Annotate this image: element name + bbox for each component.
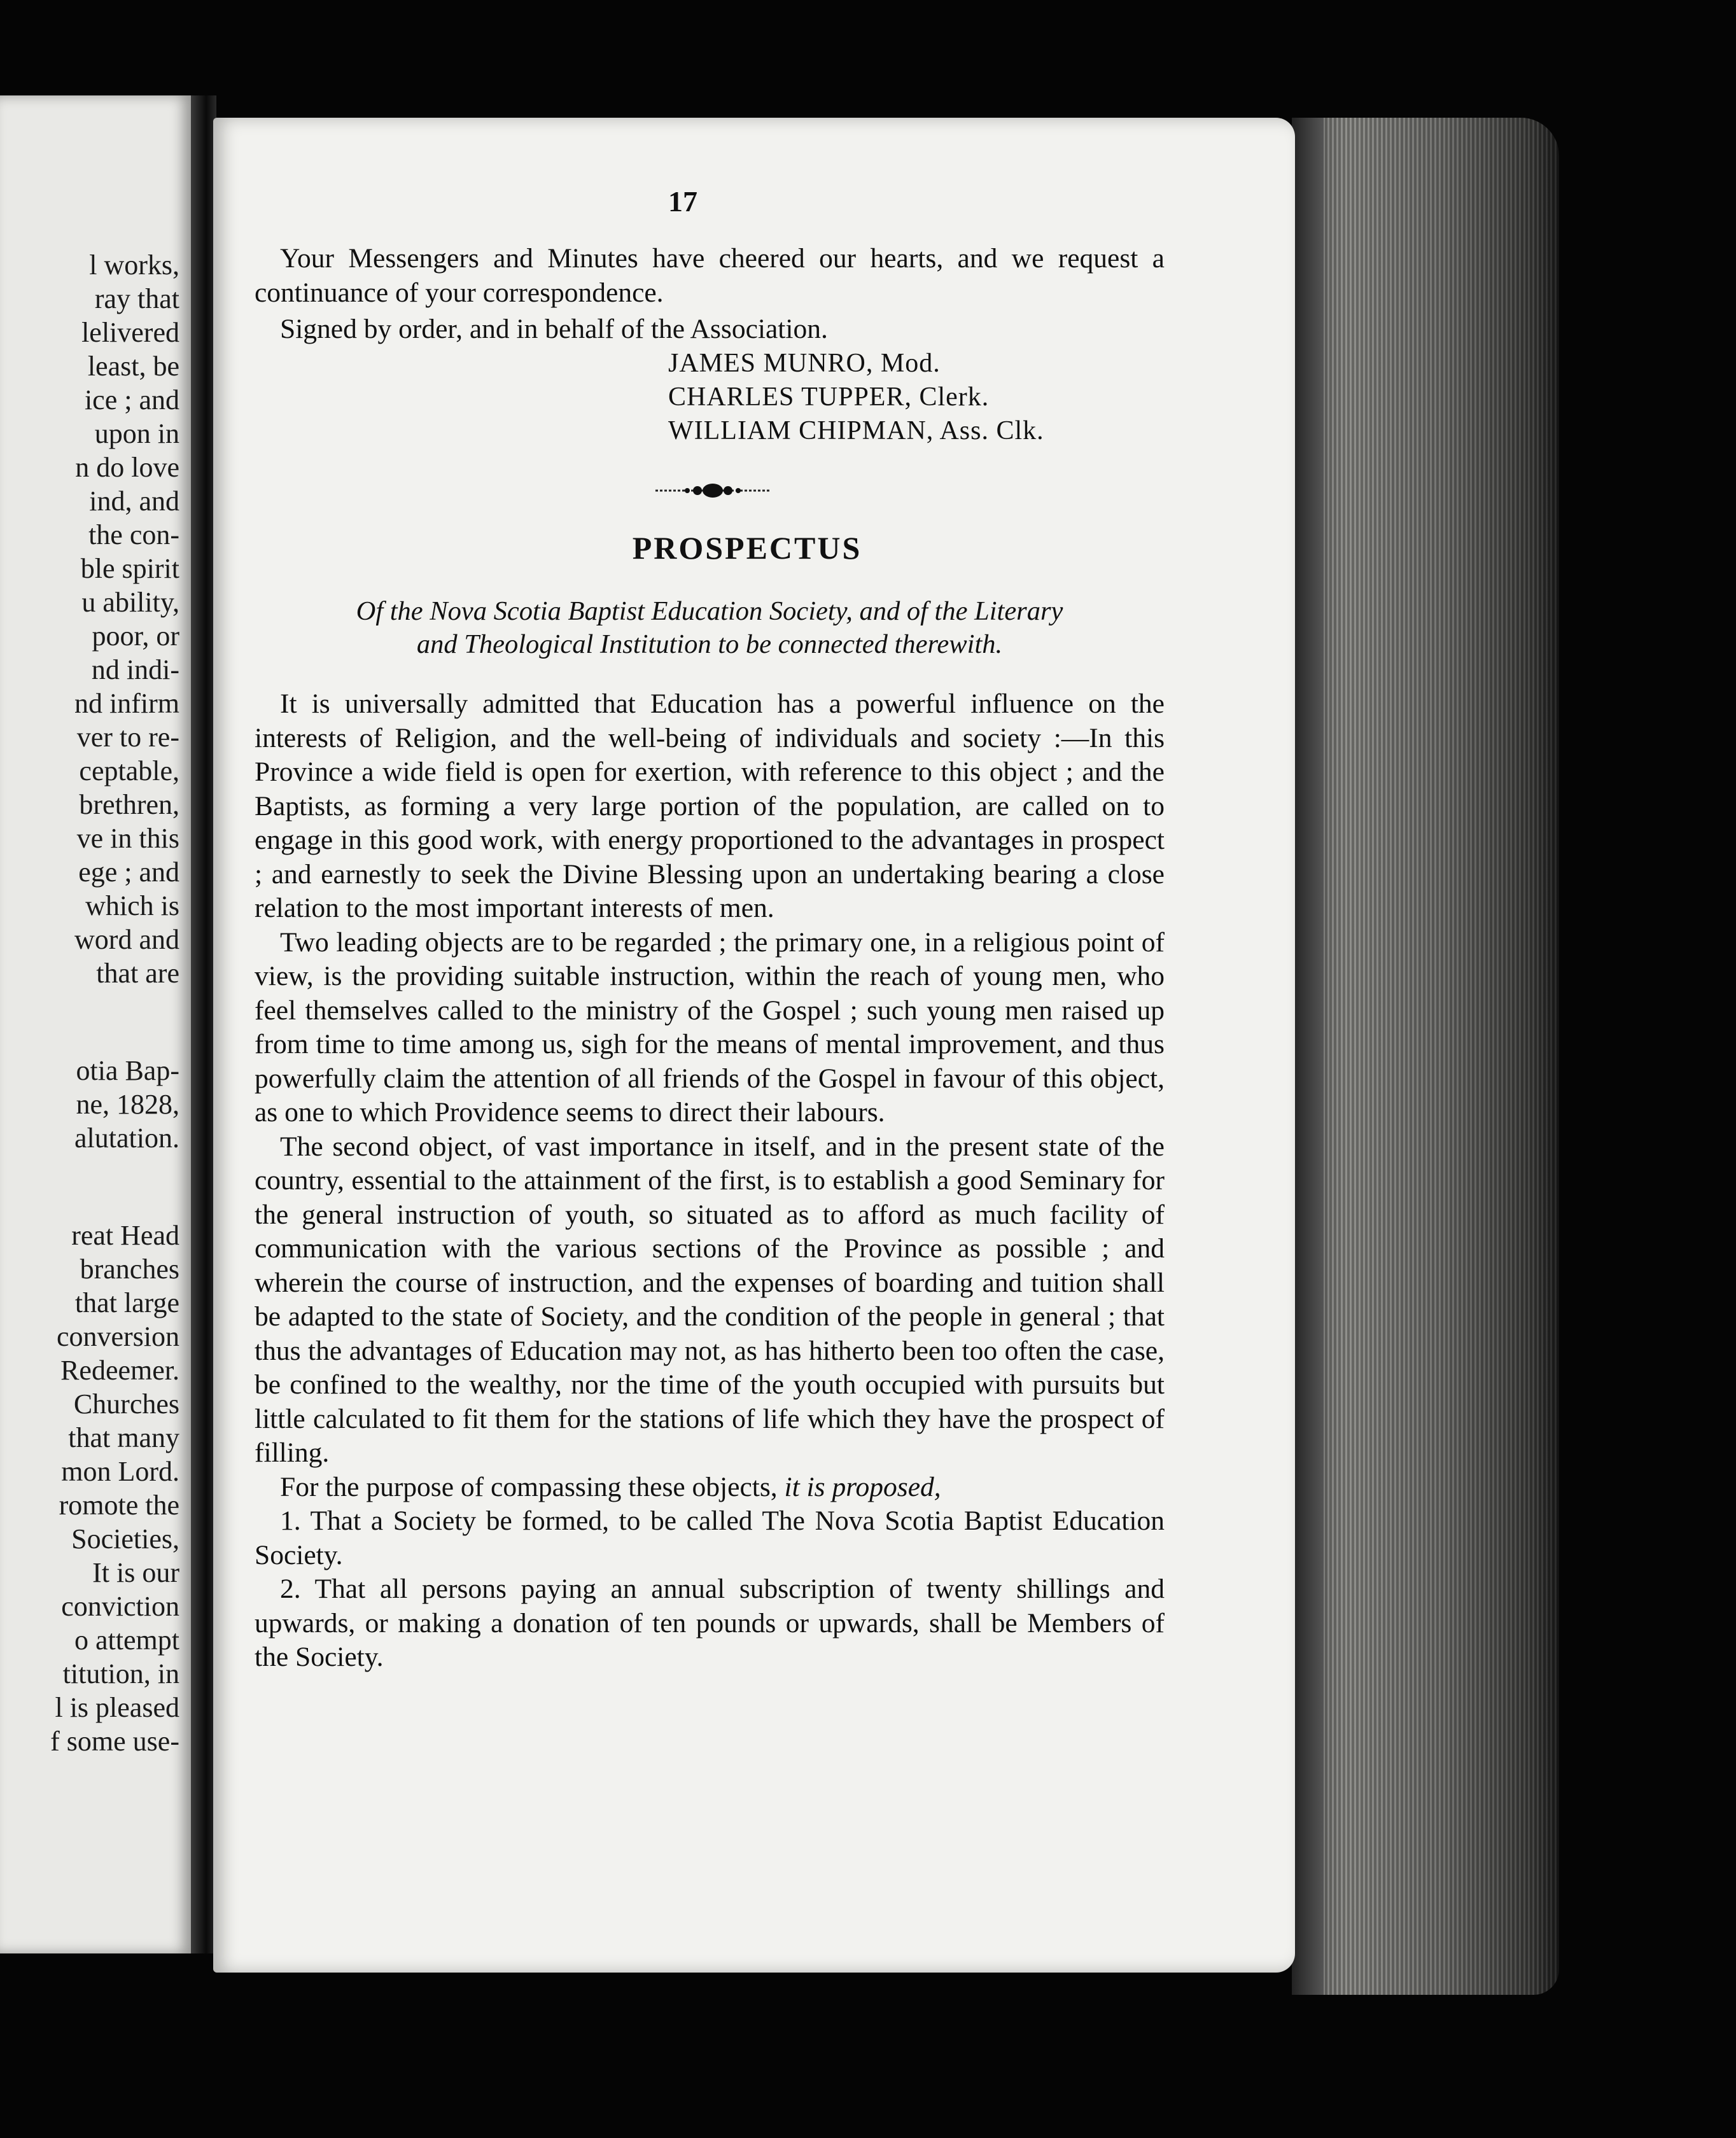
left-page-line: alutation. [74,1122,179,1154]
subtitle-line-1: Of the Nova Scotia Baptist Education Society, and of the Literary [356,596,1063,626]
left-page-line: ege ; and [78,856,179,888]
prospectus-heading: PROSPECTUS [632,530,862,566]
left-page-line: poor, or [92,620,179,652]
left-page-line: lelivered [81,317,179,348]
left-page-line: l is pleased [55,1692,179,1723]
left-page-line: n do love [75,452,179,483]
left-page-gap [1,1155,179,1219]
book-gutter [191,95,216,1953]
page-edge-shadow [1292,118,1324,1995]
left-page-gap [1,990,179,1054]
left-page-line: ver to re- [76,722,179,753]
ornament-divider [655,482,770,499]
left-page-line: nd infirm [74,688,179,719]
section-subtitle [255,595,1165,661]
left-page-line: ray that [94,283,179,314]
left-page-line: ne, 1828, [76,1089,179,1120]
prospectus-body [255,687,1165,1675]
paragraph-3: The second object, of vast importance in itself, and in the present state of the country, essential to the attainment of the first, is to establish a good Seminary for the general instruction of youth, so situated as to afford as much facility of communication with the various sections of the Province as possible ; and wherein the course of instruction, and the expenses of boarding and tuition shall be adapted to the state of Society, and the condition of the people in general ; that thus the advantages of Education may not, as has hitherto been too often the case, be confined to the wealthy, nor the time of the youth occupied with pursuits but little calculated to fit them for the stations of life which they have the prospect of filling. [255,1131,1165,1468]
paragraph-1: It is universally admitted that Education has a powerful influence on the interests of Religion, and the well-being of individuals and society :—In this Province a wide field is open for exertion, with reference to this object ; and the Baptists, as forming a very large portion of the population, are called on to engage in this good work, with energy proportioned to the advantages in prospect ; and earnestly to seek the Divine Blessing upon an undertaking bearing a close relation to the most important interests of men. [255,688,1165,923]
subtitle-line-2: and Theological Institution to be connected therewith. [416,629,1003,659]
left-page-line: Redeemer. [60,1355,179,1386]
left-page-line: Churches [73,1388,179,1420]
left-page-line: titution, in [62,1658,179,1689]
letter-closing [255,242,1165,310]
proposal-emphasis: it is proposed, [784,1471,941,1502]
proposal-item-1: 1. That a Society be formed, to be called The Nova Scotia Baptist Education Society. [255,1506,1165,1570]
left-page-line: word and [74,924,179,955]
left-page-line: branches [80,1254,179,1285]
left-page-line: brethren, [79,789,179,820]
proposal-item-2: 2. That all persons paying an annual subscription of twenty shillings and upwards, or making a donation of ten pounds or upwards, shall be Members of the Society. [255,1574,1165,1672]
left-page-line: Societies, [71,1523,179,1555]
left-facing-page [0,95,191,1953]
paragraph-2: Two leading objects are to be regarded ; the primary one, in a religious point of view, is the providing suitable instruction, within the reach of young men, who feel themselves called to the ministry of the Gospel ; such young men raised up from time to time among us, sigh for the means of mental improvement, and thus powerfully claim the attention of all friends of the Gospel in favour of this object, as one to which Providence seems to direct their labours. [255,926,1165,1128]
left-page-line: that many [68,1422,179,1453]
letter-close-text: Your Messengers and Minutes have cheered our hearts, and we request a continuance of your correspondence. [255,243,1165,308]
section-title [0,529,1736,566]
left-page-text [1,248,179,1758]
left-page-line: conviction [61,1591,179,1622]
left-page-line: ceptable, [79,755,179,786]
book-fore-edge [1292,118,1559,1995]
proposal-paragraph [255,1471,1165,1505]
left-page-line: f some use- [50,1726,179,1757]
left-page-line: which is [85,890,179,921]
left-page-line: nd indi- [91,654,179,685]
proposal-intro: For the purpose of compassing these objects, [280,1471,778,1502]
left-page-line: conversion [56,1321,179,1352]
left-page-line: ve in this [76,823,179,854]
left-page-line: l works, [89,249,179,281]
signers-block [668,347,1044,448]
left-page-line: mon Lord. [61,1456,179,1487]
left-page-line: It is our [92,1557,179,1588]
left-page-line: upon in [94,418,179,449]
left-page-line: the con- [88,519,179,550]
left-page-line: ice ; and [84,384,179,416]
left-page-line: o attempt [74,1624,179,1656]
left-page-line: that large [74,1287,179,1318]
left-page-line: least, be [87,351,179,382]
page-number: 17 [668,185,697,218]
signer-assistant-clerk: WILLIAM CHIPMAN, Ass. Clk. [668,416,1044,445]
left-page-line: u ability, [81,587,179,618]
left-page-line: ble spirit [80,553,179,584]
left-page-line: that are [96,958,179,989]
left-page-line: reat Head [71,1220,179,1251]
signer-moderator: JAMES MUNRO, Mod. [668,349,941,378]
signed-line: Signed by order, and in behalf of the Association. [280,314,828,344]
signer-clerk: CHARLES TUPPER, Clerk. [668,382,990,412]
left-page-line: ind, and [89,486,179,517]
left-page-line: otia Bap- [76,1055,179,1086]
left-page-line: romote the [59,1490,179,1521]
